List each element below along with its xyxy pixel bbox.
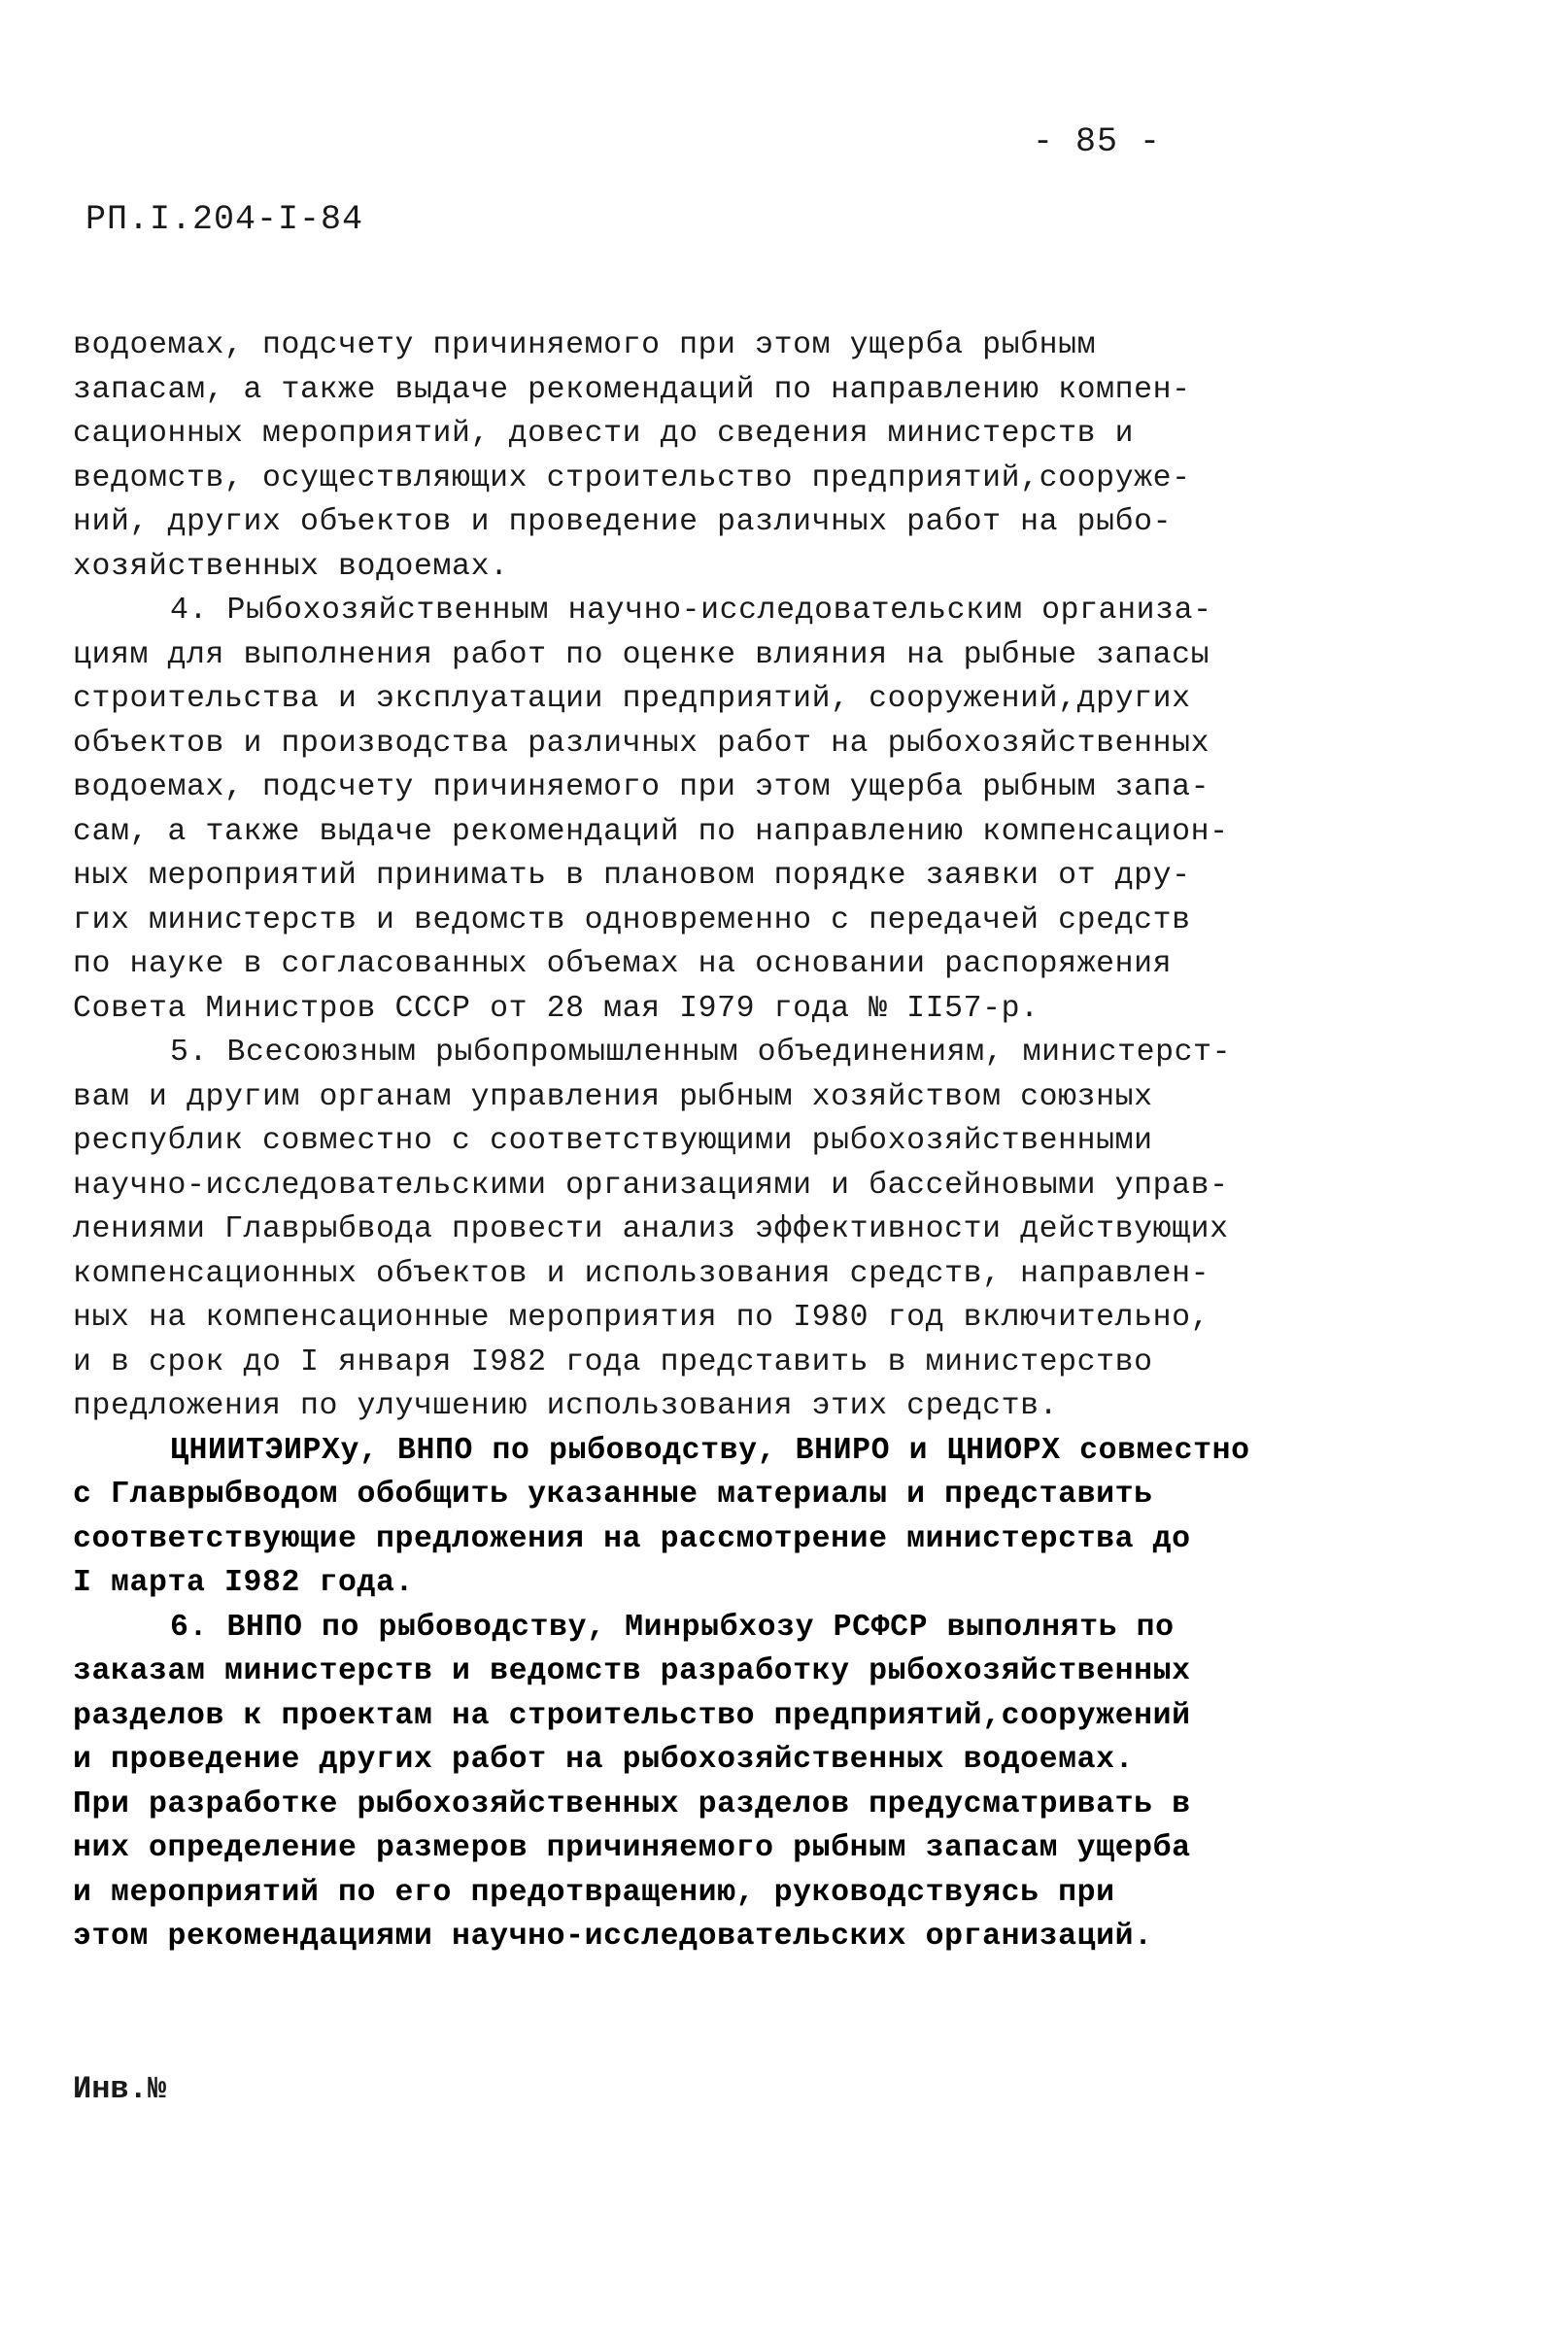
text-line: предложения по улучшению использования этих средств. [73,1389,1059,1423]
paragraph-5-addendum-start: ЦНИИТЭИРХу, ВНПО по рыбоводству, ВНИРО и ЦНИОРХ совместно [170,1433,1250,1468]
paragraph-4-start: 4. Рыбохозяйственным научно-исследовательским организа- [170,594,1212,628]
paragraph-6-start: 6. ВНПО по рыбоводству, Минрыбхозу РСФСР выполнять по [170,1610,1175,1645]
text-line: соответствующие предложения на рассмотрение министерства до [73,1521,1191,1556]
text-line: с Главрыбводом обобщить указанные материалы и представить [73,1478,1153,1512]
text-line: сам, а также выдаче рекомендаций по направлению компенсацион- [73,814,1229,849]
text-line: и проведение других работ на рыбохозяйственных водоемах. [73,1743,1135,1777]
text-line: них определение размеров причиняемого рыбным запасам ущерба [73,1831,1191,1865]
text-line: и в срок до I января I982 года представить в министерство [73,1344,1153,1379]
text-line: Совета Министров СССР от 28 мая I979 года № II57-р. [73,991,1040,1026]
text-line: вам и другим органам управления рыбным хозяйством союзных [73,1079,1153,1114]
text-line: ний, других объектов и проведение различных работ на рыбо- [73,505,1173,539]
body-text [73,323,1268,1959]
text-line: циям для выполнения работ по оценке влияния на рыбные запасы [73,637,1210,672]
text-line: этом рекомендациями научно-исследовательских организаций. [73,1920,1153,1954]
paragraph-5-start: 5. Всесоюзным рыбопромышленным объединениям, министерст- [170,1036,1232,1070]
text-line: водоемах, подсчету причиняемого при этом ущерба рыбным запа- [73,770,1210,804]
text-line: и мероприятий по его предотвращению, руководствуясь при [73,1875,1115,1910]
text-line: запасам, а также выдаче рекомендаций по направлению компен- [73,372,1191,407]
text-line: лениями Главрыбвода провести анализ эффективности действующих [73,1212,1229,1246]
inventory-number-label: Инв.№ [73,2071,167,2107]
text-line: компенсационных объектов и использования средств, направлен- [73,1256,1210,1291]
text-line: по науке в согласованных объемах на основании распоряжения [73,947,1173,981]
page-number: - 85 - [1033,122,1162,161]
text-line: научно-исследовательскими организациями и бассейновыми управ- [73,1168,1229,1203]
text-line: объектов и производства различных работ на рыбохозяйственных [73,726,1210,761]
text-line: ных на компенсационные мероприятия по I980 год включительно, [73,1301,1210,1335]
text-line: При разработке рыбохозяйственных разделов предусматривать в [73,1787,1191,1821]
text-line: I марта I982 года. [73,1566,415,1600]
text-line: строительства и эксплуатации предприятий, сооружений,других [73,682,1191,716]
text-line: хозяйственных водоемах. [73,549,509,584]
text-line: разделов к проектам на строительство предприятий,сооружений [73,1698,1191,1733]
text-line: ведомств, осуществляющих строительство предприятий,сооруже- [73,460,1191,495]
text-line: ных мероприятий принимать в плановом порядке заявки от дру- [73,859,1191,893]
document-code: РП.I.204-I-84 [85,200,364,239]
text-line: гих министерств и ведомств одновременно с передачей средств [73,902,1191,937]
text-line: сационных мероприятий, довести до сведения министерств и [73,417,1135,451]
text-line: заказам министерств и ведомств разработку рыбохозяйственных [73,1654,1191,1688]
text-line: водоемах, подсчету причиняемого при этом ущерба рыбным [73,328,1097,362]
text-line: республик совместно с соответствующими рыбохозяйственными [73,1124,1153,1158]
